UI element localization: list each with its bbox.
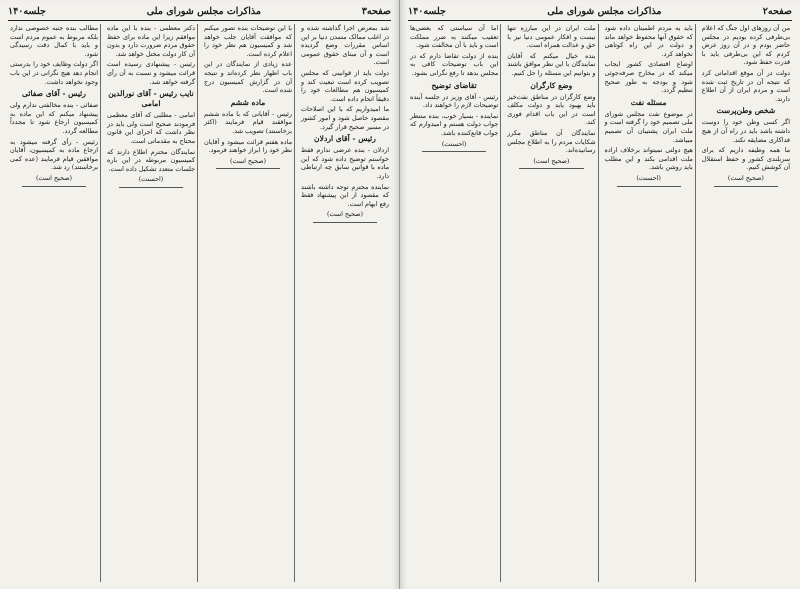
paragraph: در موضوع نفت مجلس شورای ملی تصمیم خود را گرفته است و ملت ایران پشتیبان آن تصمیم میباشد. (604, 109, 693, 144)
right-column-1 (700, 24, 792, 582)
section-heading: تقاضای توضیح (431, 80, 477, 90)
applause-note: (صحیح است) (533, 156, 570, 165)
right-column-2 (603, 24, 696, 582)
paragraph: عده زیادی از نمایندگان در این باب اظهار نظر کرده‌اند و نتیجه آن در گزارش کمیسیون درج شده است. (204, 60, 292, 95)
divider (422, 151, 486, 152)
paragraph: نماینده - بسیار خوب، بنده منتظر جواب دولت هستم و امیدوارم که جواب قانع‌کننده باشد. (410, 111, 499, 137)
divider (519, 168, 583, 169)
paragraph: نمایندگان محترم اطلاع دارند که کمیسیون مربوطه در این باره جلسات متعدد تشکیل داده است. (107, 147, 195, 173)
paragraph: اردلان - بنده عرضی ندارم فقط خواستم توضیح داده شود که این ماده با قوانین سابق چه ارتباطی دارد. (301, 146, 389, 180)
paragraph: بنده از دولت تقاضا دارم که در این باب توضیحات کافی به مجلس بدهد تا رفع نگرانی بشود. (410, 51, 499, 77)
left-page-title: مذاکرات مجلس شورای ملی (146, 6, 261, 17)
left-page-header (8, 5, 391, 21)
section-heading: وضع کارگران (530, 80, 573, 90)
section-heading: شخص وطن‌پرست (716, 106, 776, 116)
applause-note: (صحیح است) (326, 210, 364, 219)
paragraph: رئیس - آقای وزیر در جلسه آینده توضیحات لازم را خواهند داد. (410, 92, 499, 110)
paragraph: اما آن سیاستی که بعضی‌ها تعقیب میکنند به ضرر مملکت است و باید با آن مخالفت شود. (410, 24, 499, 50)
paragraph: باید به مردم اطمینان داده شود که حقوق آنها محفوظ خواهد ماند و دولت در این راه کوتاهی نخواهد کرد. (604, 24, 693, 58)
paragraph: نماینده محترم توجه داشته باشند که مقصود از این پیشنهاد فقط رفع ابهام است. (301, 182, 389, 208)
section-heading: رئیس - آقای صفائی (22, 89, 86, 99)
applause-note: (احسنت) (441, 139, 467, 148)
left-page-columns (8, 24, 391, 582)
paragraph: من آن روزهای اول جنگ که اعلام بی‌طرفی کرده بودیم در مجلس حاضر بودم و در آن روز عرض کردم که این بی‌طرفی باید با قدرت حفظ شود. (701, 24, 790, 67)
paragraph: اوضاع اقتصادی کشور ایجاب میکند که در مخارج صرفه‌جوئی شود و بودجه به طور صحیح تنظیم گردد. (604, 60, 693, 95)
paragraph: دکتر معظمی - بنده با این ماده موافقم زیرا این ماده برای حفظ حقوق مردم ضرورت دارد و بدون آن کار دولت مختل خواهد شد. (107, 24, 195, 58)
divider (617, 186, 681, 187)
paragraph: نمایندگان آن مناطق مکرر شکایات مردم را به اطلاع مجلس رسانیده‌اند. (507, 128, 596, 155)
paragraph: مطالب بنده جنبه خصوصی ندارد بلکه مربوط به عموم مردم است و باید با کمال دقت رسیدگی شود. (10, 24, 98, 58)
divider (714, 186, 778, 187)
applause-note: (احسنت) (636, 173, 661, 182)
paragraph: ماده هفتم قرائت میشود و آقایان نظر خود را ابراز خواهند فرمود. (204, 137, 292, 155)
divider (216, 168, 280, 169)
paragraph: اگر دولت وظایف خود را بدرستی انجام دهد هیچ نگرانی در این باب وجود نخواهد داشت. (10, 60, 98, 86)
applause-note: (صحیح است) (727, 173, 764, 182)
paragraph: دولت باید از قوانینی که مجلس تصویب کرده است تبعیت کند و کمیسیون هم مطالعات خود را دقیقاً انجام داده است. (301, 68, 389, 103)
paragraph: شد بمعرض اجرا گذاشته شده و در اغلب ممالک متمدن دنیا بر این اساس مقررات وضع گردیده است و آن مبنای حقوق عمومی است. (301, 24, 389, 67)
left-column-4 (8, 24, 101, 582)
paragraph: بنده خیال میکنم که آقایان نمایندگان با این نظر موافق باشند و بتوانیم این مسئله را حل کنیم. (507, 51, 596, 77)
paragraph: اگر کسی وطن خود را دوست داشته باشد باید در راه آن از هیچ فداکاری مضایقه نکند. (701, 118, 790, 144)
section-heading: رئیس - آقای اردلان (314, 134, 376, 144)
paragraph: رئیس - پیشنهادی رسیده است قرائت میشود و نسبت به آن رأی گرفته خواهد شد. (107, 60, 195, 86)
divider (119, 187, 183, 188)
left-column-3 (105, 24, 198, 582)
divider (313, 222, 377, 223)
section-heading: نایب رئیس - آقای نورالدین امامی (108, 89, 194, 109)
left-page-number: صفحه۳ (361, 6, 391, 17)
right-page-title: مذاکرات مجلس شورای ملی (547, 6, 662, 17)
paragraph: ملت ایران در این مبارزه تنها نیست و افکار عمومی دنیا نیز با حق و عدالت همراه است. (507, 24, 596, 50)
paragraph: ما همه وظیفه داریم که برای سربلندی کشور و حفظ استقلال آن کوشش کنیم. (701, 146, 790, 172)
left-column-2 (202, 24, 295, 582)
right-page-columns (408, 24, 792, 582)
paragraph: با این توضیحات بنده تصور میکنم که موافقت آقایان جلب خواهد شد و کمیسیون هم نظر خود را اعلام کرده است. (204, 24, 292, 58)
right-column-4 (408, 24, 501, 582)
section-heading: مسئله نفت (630, 97, 667, 107)
paragraph: صفائی - بنده مخالفتی ندارم ولی پیشنهاد میکنم که این ماده به کمیسیون ارجاع شود تا مجدداً مطالعه گردد. (10, 101, 98, 135)
divider (22, 186, 86, 187)
paragraph: ما امیدواریم که با این اصلاحات مقصود حاصل شود و امور کشور در مسیر صحیح قرار گیرد. (301, 105, 389, 131)
right-page-header (408, 5, 792, 21)
paragraph: رئیس - آقایانی که با ماده ششم موافقند قیام فرمایند (اکثر برخاستند) تصویب شد. (204, 109, 292, 135)
left-column-1 (299, 24, 391, 582)
paragraph: رئیس - رأی گرفته میشود به ارجاع ماده به کمیسیون، آقایان موافقین قیام فرمایند (عده کمی برخاستند) رد شد. (10, 137, 98, 172)
right-column-3 (505, 24, 598, 582)
applause-note: (صحیح است) (229, 156, 267, 165)
paragraph: هیچ دولتی نمیتواند برخلاف اراده ملت اقدامی بکند و این مطلب باید روشن باشد. (604, 146, 693, 172)
right-page-number: صفحه۲ (762, 6, 792, 17)
right-page (400, 0, 800, 589)
right-session-number: جلسه۱۴۰ (408, 6, 446, 17)
section-heading: ماده ششم (230, 97, 266, 107)
applause-note: (احسنت) (138, 175, 164, 184)
paragraph: وضع کارگران در مناطق نفت‌خیز باید بهبود یابد و دولت مکلف است در این باب اقدام فوری کند. (507, 92, 596, 127)
paragraph: دولت در آن موقع اقداماتی کرد که نتیجه آن در تاریخ ثبت شده است و مردم ایران از آن اطلاع دارند. (701, 68, 790, 103)
left-session-number: جلسه۱۴۰ (8, 6, 46, 17)
paragraph: امامی - مطلبی که آقای معظمی فرمودند صحیح است ولی باید در نظر داشت که اجرای این قانون محتاج به مقدماتی است. (107, 111, 195, 145)
applause-note: (صحیح است) (35, 173, 73, 182)
